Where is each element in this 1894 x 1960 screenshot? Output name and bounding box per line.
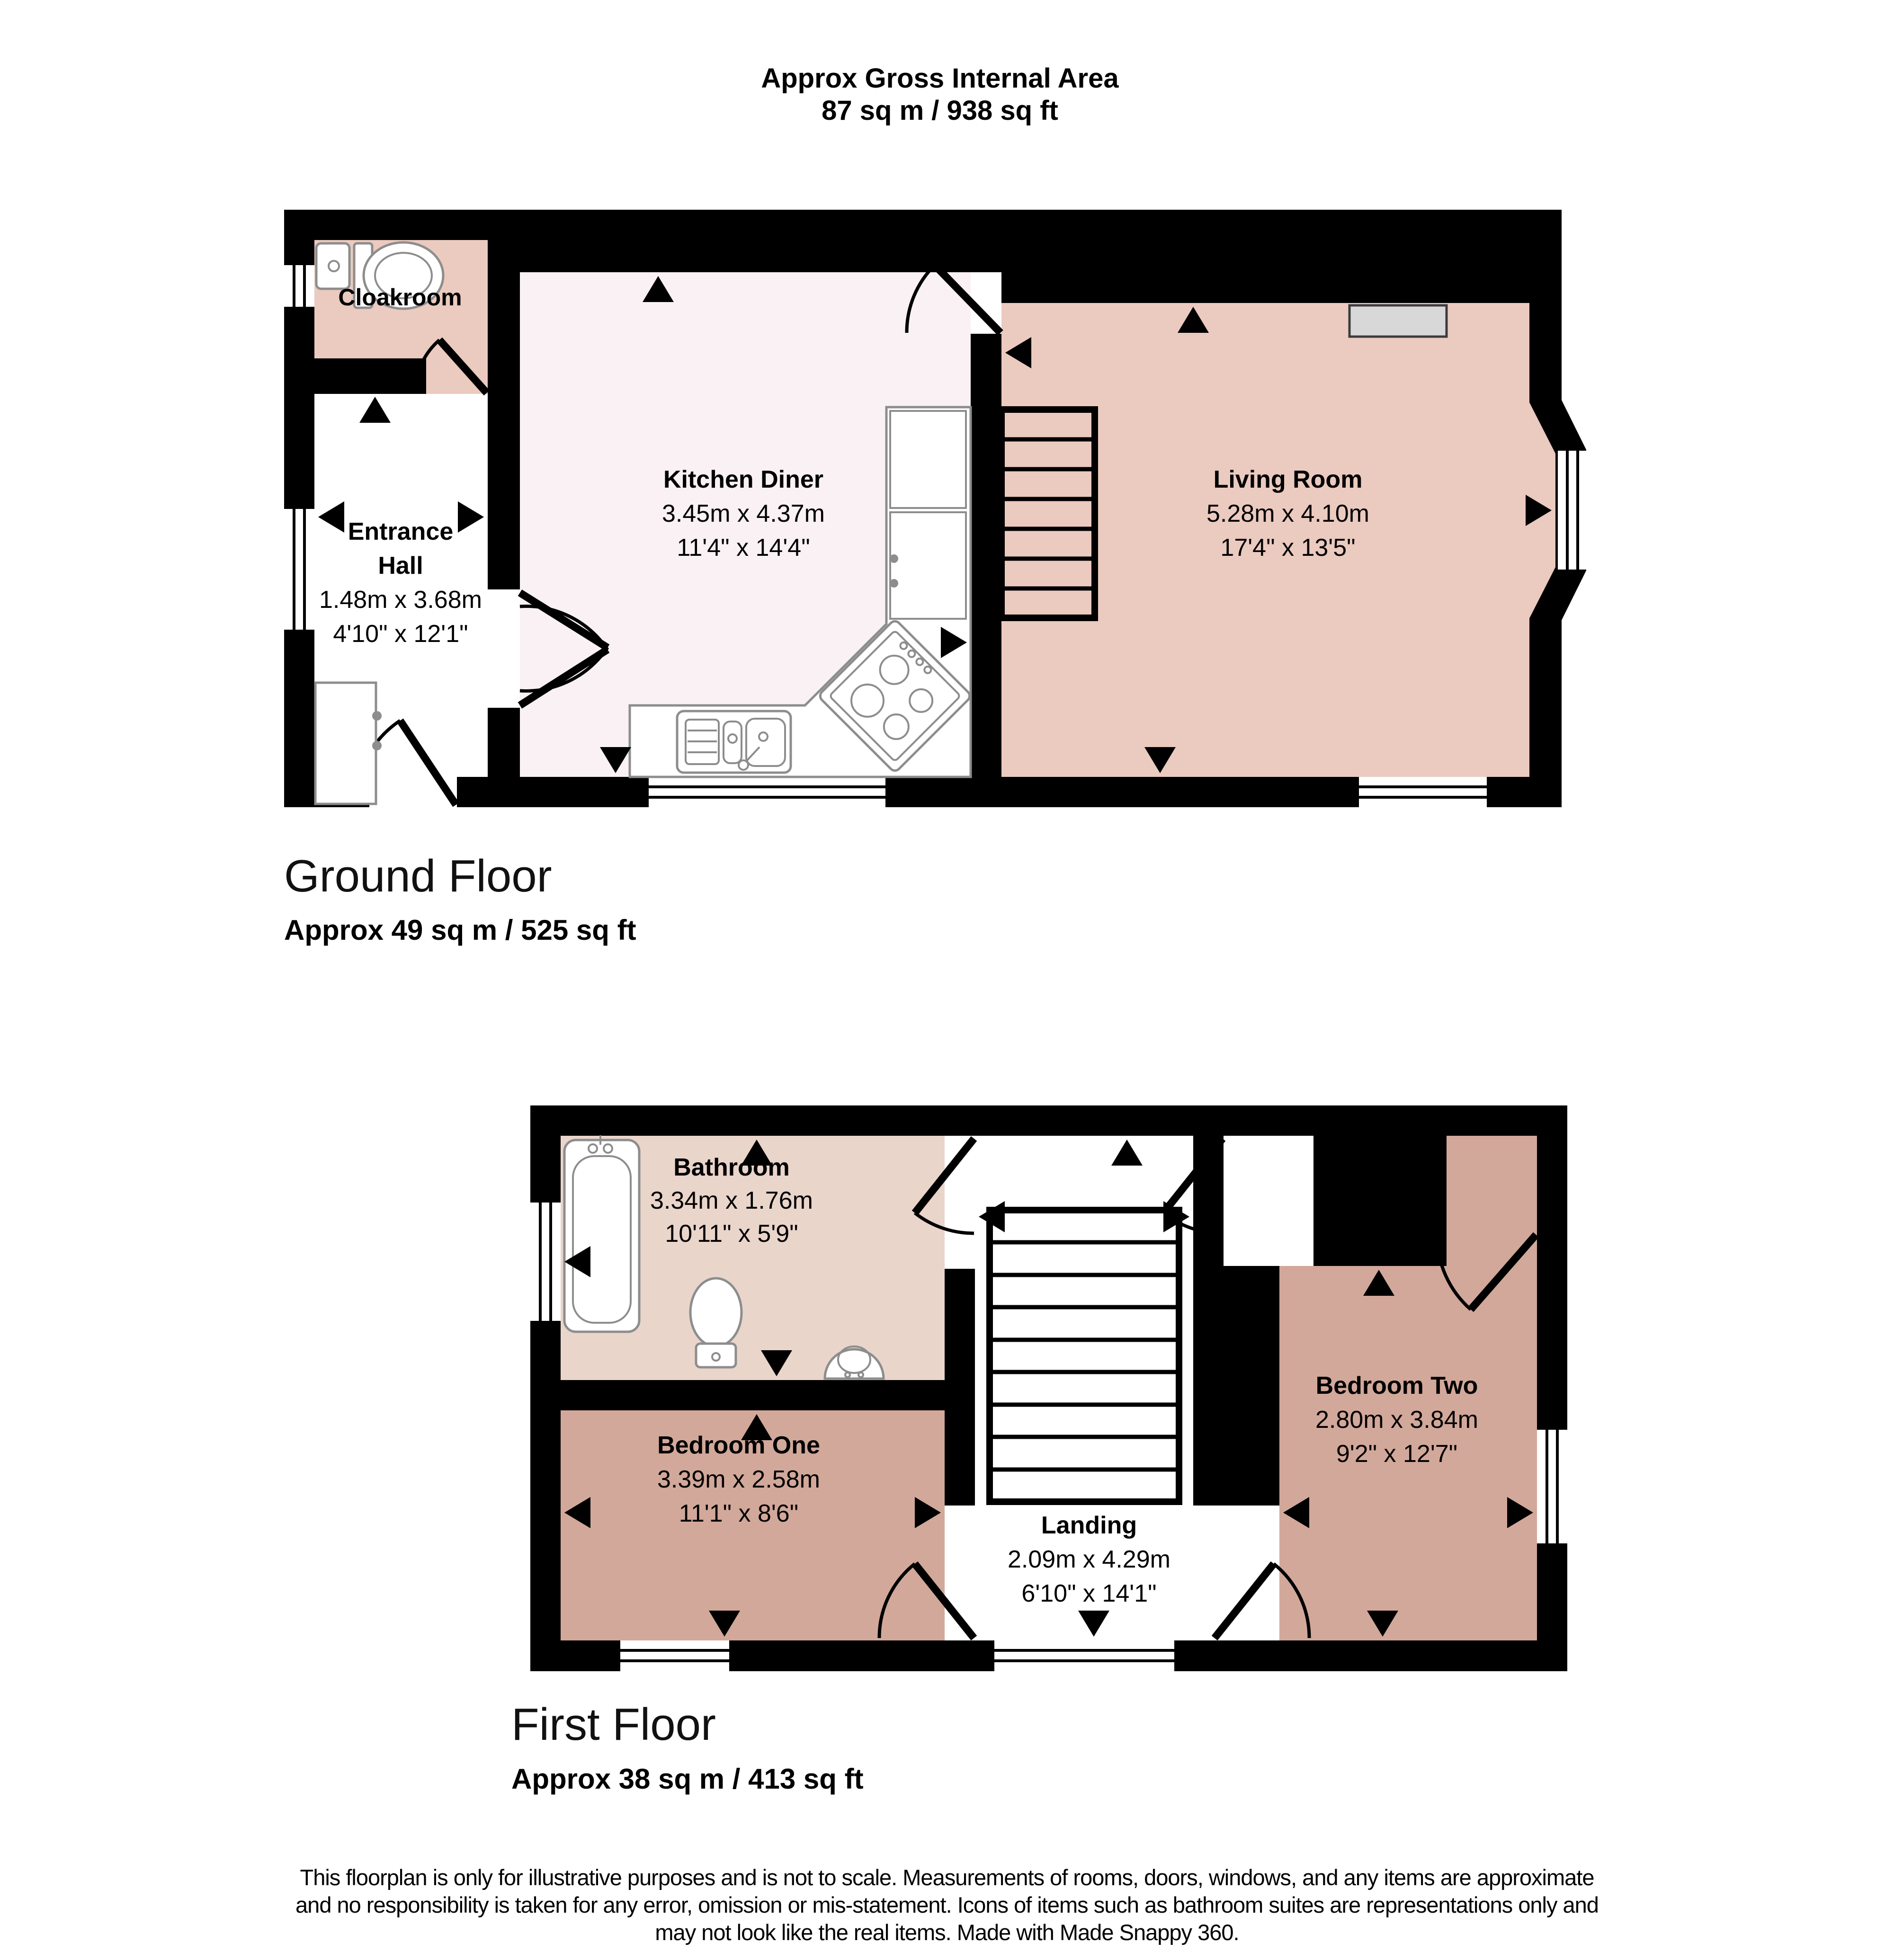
kitchen-sink-icon	[677, 711, 791, 773]
bathroom-imperial: 10'11" x 5'9"	[665, 1220, 798, 1247]
first-floor-area: Approx 38 sq m / 413 sq ft	[511, 1763, 864, 1795]
bedroom-two-metric: 2.80m x 3.84m	[1315, 1406, 1478, 1434]
living-room-imperial: 17'4" x 13'5"	[1220, 534, 1356, 561]
bedroom-one-metric: 3.39m x 2.58m	[657, 1466, 820, 1493]
window-living-bay	[1558, 451, 1586, 570]
window-landing-bottom	[994, 1640, 1174, 1671]
title-line1: Approx Gross Internal Area	[761, 63, 1119, 94]
window-bedroom-two-right	[1537, 1430, 1567, 1543]
first-floor-plan	[530, 1105, 1567, 1671]
disclaimer-line1: This floorplan is only for illustrative purposes and is not to scale. Measurements of rooms, doors, windows, and any items are approximate	[300, 1865, 1594, 1890]
window-kitchen-bottom	[649, 777, 885, 807]
window-bedroom-one-bottom	[620, 1640, 729, 1671]
ground-floor-label: Ground Floor	[284, 851, 552, 901]
window-hall-upper-left	[284, 265, 314, 307]
bedroom-one-name: Bedroom One	[657, 1432, 820, 1459]
landing-imperial: 6'10" x 14'1"	[1021, 1580, 1157, 1607]
disclaimer-block	[295, 1865, 1599, 1945]
bedroom-two-name: Bedroom Two	[1315, 1372, 1478, 1399]
staircase-first	[990, 1210, 1179, 1502]
bathroom-name: Bathroom	[673, 1154, 790, 1181]
kitchen-diner-metric: 3.45m x 4.37m	[662, 500, 825, 527]
landing-name: Landing	[1041, 1512, 1137, 1539]
entrance-hall-name1: Entrance	[348, 518, 454, 545]
cloakroom-sink-icon	[316, 243, 349, 289]
kitchen-diner-name: Kitchen Diner	[663, 466, 824, 493]
bedroom-one-imperial: 11'1" x 8'6"	[679, 1500, 799, 1527]
flue-vent-icon	[1349, 305, 1447, 337]
first-floor-caption	[511, 1699, 864, 1795]
window-living-bottom	[1359, 777, 1487, 807]
label-bedroom-one	[657, 1432, 820, 1527]
kitchen-diner-imperial: 11'4" x 14'4"	[677, 534, 810, 561]
hall-kitchen-door-opening	[488, 589, 520, 708]
label-bathroom	[650, 1154, 813, 1247]
living-room-name: Living Room	[1213, 466, 1363, 493]
disclaimer-line3: may not look like the real items. Made with Made Snappy 360.	[655, 1920, 1239, 1945]
ground-floor-caption	[284, 851, 636, 946]
entrance-hall-metric: 1.48m x 3.68m	[319, 586, 482, 614]
title-block	[761, 63, 1119, 126]
window-hall-lower-left	[284, 509, 314, 630]
first-floor-label: First Floor	[511, 1699, 716, 1750]
landing-metric: 2.09m x 4.29m	[1008, 1546, 1170, 1573]
living-room-metric: 5.28m x 4.10m	[1206, 500, 1369, 527]
entrance-hall-imperial: 4'10" x 12'1"	[333, 620, 468, 648]
entrance-hall-name2: Hall	[378, 552, 423, 579]
hall-cabinet-icon	[315, 683, 382, 804]
label-bedroom-two	[1315, 1372, 1478, 1468]
disclaimer-line2: and no responsibility is taken for any error, omission or mis-statement. Icons of items such as bathroom suites are representations only and	[295, 1892, 1599, 1917]
window-bathroom-left	[530, 1203, 561, 1321]
ground-floor-plan	[284, 210, 1586, 807]
bedroom-two-imperial: 9'2" x 12'7"	[1336, 1440, 1458, 1468]
staircase-ground	[1001, 410, 1095, 618]
cloakroom-lower-wall	[314, 358, 426, 394]
bathtub-icon	[564, 1135, 639, 1332]
ground-floor-area: Approx 49 sq m / 525 sq ft	[284, 914, 636, 946]
bathroom-metric: 3.34m x 1.76m	[650, 1187, 813, 1214]
label-cloakroom: Cloakroom	[338, 284, 462, 311]
title-line2: 87 sq m / 938 sq ft	[822, 95, 1058, 126]
bathroom-toilet-icon	[690, 1278, 742, 1367]
label-living-room	[1206, 466, 1369, 561]
cupboard-alcove-floor	[1224, 1136, 1313, 1266]
label-kitchen-diner	[662, 466, 825, 561]
